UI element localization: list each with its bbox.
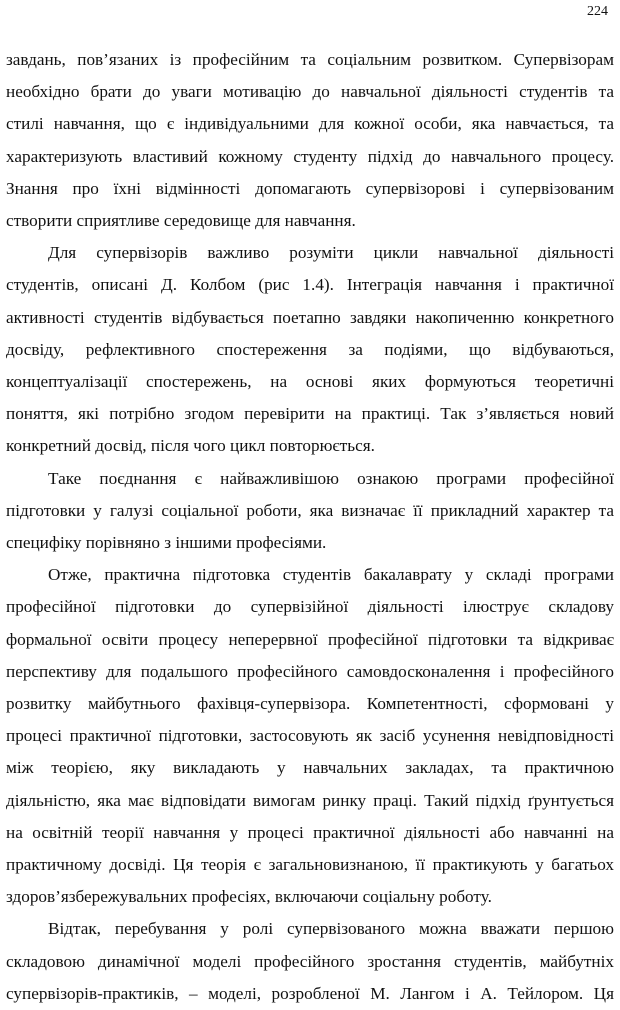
text-line: характеризують властивий кожному студенту підхід до навчального процесу.: [6, 146, 614, 166]
text-line: досвіду, рефлективного спостереження за подіями, що відбуваються,: [6, 339, 614, 359]
paragraph-3: [6, 463, 614, 560]
text-line: підготовки у галузі соціальної роботи, яка визначає її прикладний характер та: [6, 500, 614, 520]
text-line: на освітній теорії навчання у процесі практичної діяльності або навчанні на: [6, 822, 614, 842]
text-line: процесі практичної підготовки, застосовують як засіб усунення невідповідності: [6, 726, 614, 746]
text-line: розвитку майбутнього фахівця-супервізора. Компетентності, сформовані у: [6, 694, 614, 714]
text-line: Відтак, перебування у ролі супервізованого можна вважати першою: [48, 919, 614, 939]
text-line: здоров’язбережувальних професіях, включаючи соціальну роботу.: [6, 887, 492, 907]
text-line: практичному досвіді. Ця теорія є загальновизнаною, її практикують у багатьох: [6, 855, 614, 875]
text-line: Для супервізорів важливо розуміти цикли навчальної діяльності: [48, 243, 614, 263]
text-line: Отже, практична підготовка студентів бакалаврату у складі програми: [48, 565, 614, 585]
text-line: поняття, які потрібно згодом перевірити на практиці. Так з’являється новий: [6, 404, 614, 424]
text-line: формальної освіти процесу неперервної професійної підготовки та відкриває: [6, 629, 614, 649]
paragraph-4: [6, 559, 614, 913]
text-line: Знання про їхні відмінності допомагають супервізорові і супервізованим: [6, 178, 614, 198]
text-line: супервізорів-практиків, – моделі, розробленої М. Лангом і А. Тейлором. Ця: [6, 983, 614, 1003]
text-line: професійної підготовки до супервізійної діяльності ілюструє складову: [6, 597, 614, 617]
text-line: активності студентів відбувається поетапно завдяки накопиченню конкретного: [6, 307, 614, 327]
text-line: стилі навчання, що є індивідуальними для кожної особи, яка навчається, та: [6, 114, 614, 134]
text-line: студентів, описані Д. Колбом (рис 1.4). Інтеграція навчання і практичної: [6, 275, 614, 295]
text-line: необхідно брати до уваги мотивацію до навчальної діяльності студентів та: [6, 82, 614, 102]
text-line: перспективу для подальшого професійного самовдосконалення і професійного: [6, 661, 614, 681]
paragraph-1: [6, 44, 614, 237]
text-line: концептуалізації спостережень, на основі яких формуються теоретичні: [6, 372, 614, 392]
document-body: [6, 44, 614, 1010]
text-line: завдань, пов’язаних із професійним та соціальним розвитком. Супервізорам: [6, 50, 614, 69]
text-line: конкретний досвід, після чого цикл повторюється.: [6, 436, 375, 456]
page-number: 224: [587, 4, 608, 19]
paragraph-2: [6, 237, 614, 462]
text-line: створити сприятливе середовище для навчання.: [6, 211, 356, 231]
text-line: між теорією, яку викладають у навчальних закладах, та практичною: [6, 758, 614, 778]
paragraph-5: [6, 913, 614, 1010]
text-line: діяльністю, яка має відповідати вимогам ринку праці. Такий підхід ґрунтується: [6, 790, 614, 810]
text-line: Таке поєднання є найважливішою ознакою програми професійної: [48, 468, 614, 488]
text-line: специфіку порівняно з іншими професіями.: [6, 533, 327, 553]
text-line: складовою динамічної моделі професійного зростання студентів, майбутніх: [6, 951, 614, 971]
